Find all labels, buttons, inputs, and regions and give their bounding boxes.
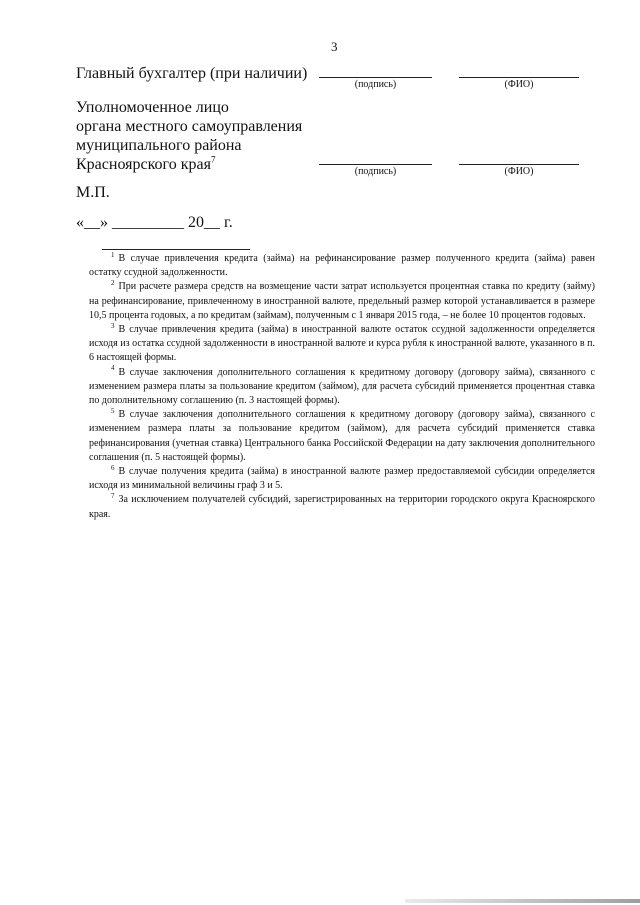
chief-name-caption: (ФИО) — [504, 79, 534, 90]
footnote — [89, 408, 595, 465]
footnote-number: 5 — [111, 406, 115, 415]
footnote-text: В случае привлечения кредита (займа) в иностранной валюте остаток ссудной задолженности определяется исходя из остатка ссудной задолженности в иностранной валюте и курса рубля к иностранной валюте, указанного в п. 6 настоящей формы. — [89, 324, 595, 364]
footnote — [89, 252, 595, 280]
footnote-number: 7 — [111, 492, 115, 501]
footnote-number: 2 — [111, 279, 115, 288]
authorized-person-block — [76, 98, 302, 174]
footnote-text: В случае заключения дополнительного соглашения к кредитному договору (договору займа), связанного с изменением размера платы за пользование кредитом (займом), для расчета субсидий применяется процентная ставка по дополнительному соглашению (п. 3 настоящей формы). — [89, 366, 595, 407]
chief-accountant-label: Главный бухгалтер (при наличии) — [76, 65, 308, 82]
authorized-signature-caption: (подпись) — [354, 166, 397, 177]
authorized-name-caption: (ФИО) — [504, 166, 534, 177]
chief-signature-caption: (подпись) — [354, 79, 397, 90]
footnote-separator — [102, 249, 250, 250]
footnote-number: 4 — [111, 364, 115, 373]
chief-name-line — [459, 77, 579, 78]
stamp-place: М.П. — [76, 184, 110, 201]
page-number: 3 — [331, 39, 338, 54]
footnote — [89, 366, 595, 409]
footnote-ref: 7 — [210, 154, 216, 165]
footnote-text: В случае получения кредита (займа) в иностранной валюте размер предоставляемой субсидии определяется исходя из минимальной величины граф 3 и 5. — [89, 466, 595, 492]
authorized-person-line: Красноярского края — [76, 156, 211, 173]
chief-signature-line — [319, 77, 432, 78]
footnote-text: В случае привлечения кредита (займа) на рефинансирование размер полученного кредита (займа) равен остатку ссудной задолженности. — [89, 253, 595, 279]
footnote — [89, 280, 595, 323]
footnote — [89, 323, 595, 366]
authorized-signature-line — [319, 164, 432, 165]
authorized-name-line — [459, 164, 579, 165]
authorized-person-line: органа местного самоуправления — [76, 118, 303, 135]
footnote — [89, 465, 595, 493]
footnote — [89, 493, 595, 521]
authorized-person-line: Уполномоченное лицо — [76, 99, 229, 116]
footnote-text: За исключением получателей субсидий, зарегистрированных на территории городского округа Красноярского края. — [89, 494, 595, 520]
footnote-text: В случае заключения дополнительного соглашения к кредитному договору (договору займа), связанного с изменением размера платы за пользование кредитом (займом), для расчета субсидий применяется ставка рефинансирования (учетная ставка) Центрального банка Российской Федерации на дату заключения дополнительного соглашения (п. 5 настоящей формы). — [89, 409, 595, 463]
footnote-number: 3 — [111, 321, 115, 330]
footnote-number: 6 — [111, 463, 115, 472]
scan-edge-shadow — [405, 899, 640, 903]
date-line: «__» _________ 20__ г. — [76, 214, 233, 231]
authorized-person-line: муниципального района — [76, 137, 242, 154]
footnotes — [89, 252, 595, 522]
footnote-number: 1 — [111, 250, 115, 259]
footnote-text: При расчете размера средств на возмещение части затрат используется процентная ставка по кредиту (займу) на рефинансирование, привлеченному в иностранной валюте, предельный размер которой устанавливается в размере 10,5 процента годовых, а по кредитам (займам), полученным с 1 января 2015 года, – не более 10 процентов годовых. — [89, 281, 595, 321]
